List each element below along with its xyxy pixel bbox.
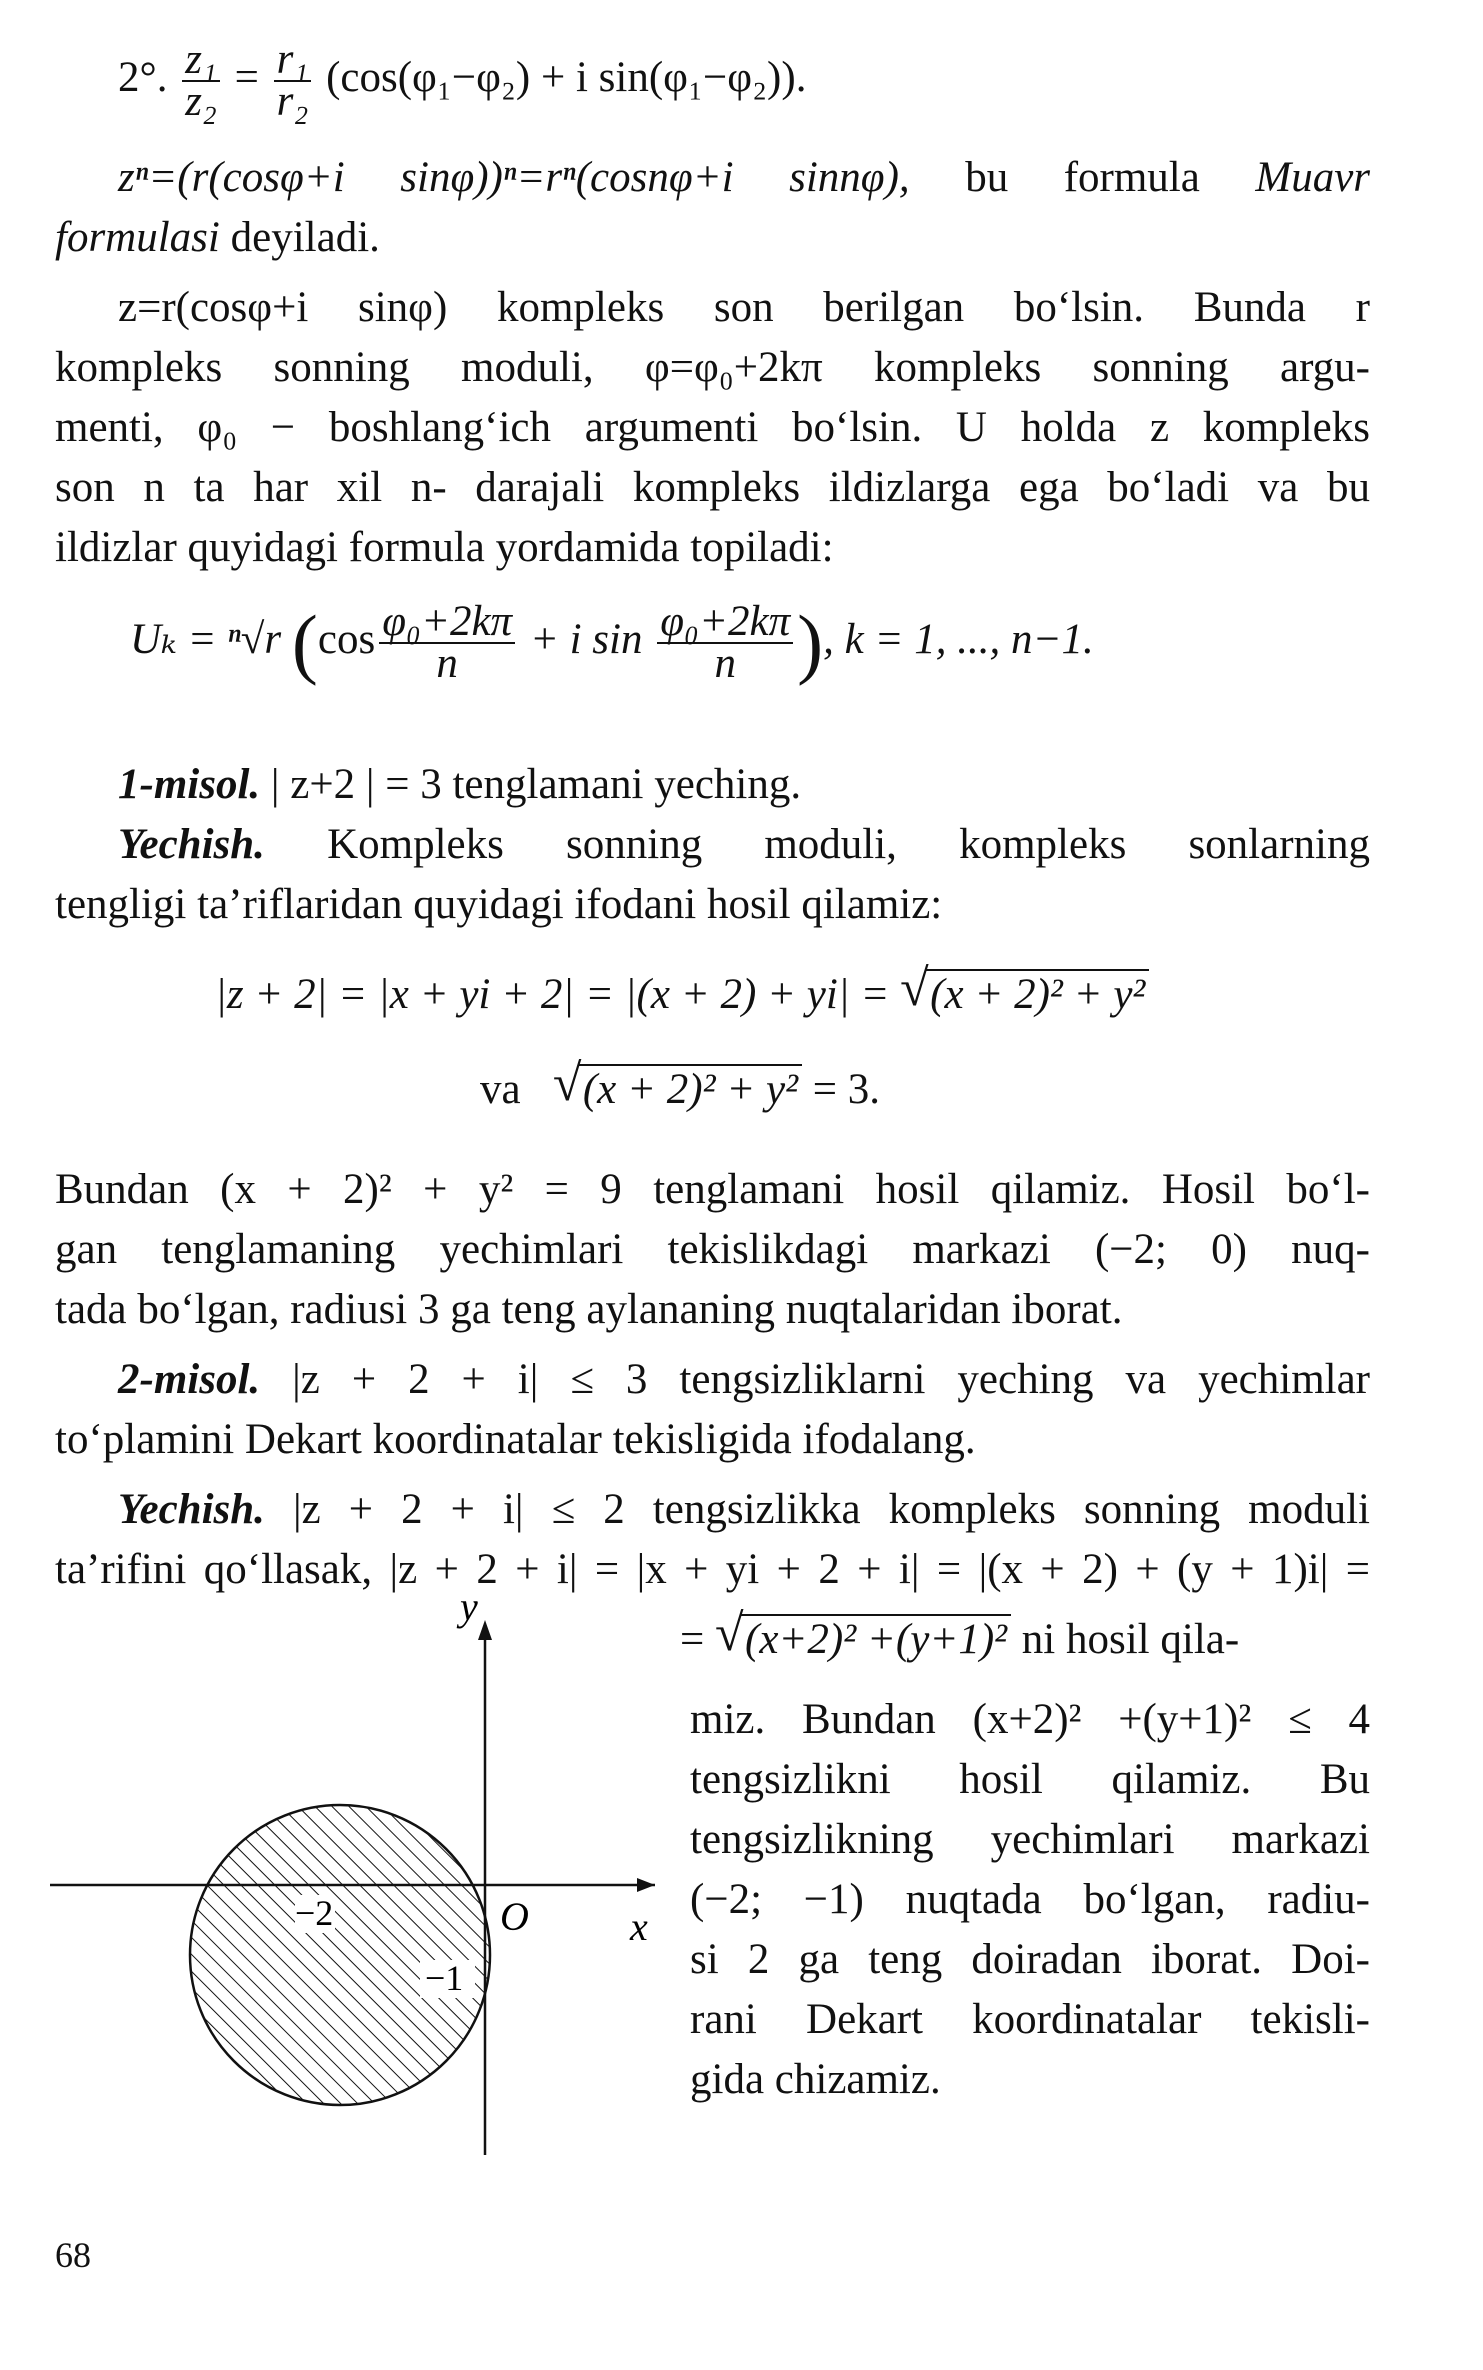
left-paren: ( (291, 599, 318, 687)
radicand: (x + 2)² + y² (579, 1064, 802, 1114)
yechish2-line9: rani Dekart koordinatalar tekisli- (690, 1996, 1370, 2043)
fraction-num: r₁ (274, 40, 312, 82)
yechish1-line1 (118, 815, 1370, 875)
text: ni hosil qila- (1011, 1616, 1240, 1663)
roots-tail: , k = 1, ..., n−1. (823, 616, 1094, 663)
fraction-num: φ₀+2kπ (379, 602, 515, 644)
fraction-den: z₂ (185, 78, 217, 125)
radicand: (x + 2)² + y² (926, 969, 1149, 1019)
para2-line3: tada bo‘lgan, radiusi 3 ga teng aylananing nuqtalaridan iborat. (55, 1286, 1123, 1333)
yechish-label: Yechish. (118, 1486, 265, 1533)
page-number: 68 (55, 2235, 91, 2275)
para1-line3: menti, φ₀ − boshlang‘ich argumenti bo‘lsin. U holda z kompleks (55, 404, 1370, 451)
para1-line4: son n ta har xil n- darajali kompleks ildizlarga ega bo‘ladi va bu (55, 464, 1370, 511)
sqrt (553, 1060, 802, 1120)
misol1 (118, 755, 801, 815)
text: Kompleks sonning moduli, kompleks sonlarning (264, 821, 1370, 868)
roots-lhs: Uₖ = ⁿ√r (130, 616, 282, 663)
cos-text: cos (317, 616, 376, 663)
fraction-den: r₂ (276, 78, 309, 125)
fraction-den: n (714, 640, 736, 688)
equation-2 (480, 1060, 880, 1120)
muavr-formula: zⁿ=(r(cosφ+i sinφ))ⁿ=rⁿ(cosnφ+i sinnφ), (118, 154, 910, 201)
yechish2-line6: tengsizlikning yechimlari markazi (690, 1816, 1370, 1863)
x-tick-label: −2 (295, 1893, 334, 1933)
fraction-r (274, 36, 312, 125)
muavr-name: formulasi (55, 214, 220, 261)
fraction-den: n (436, 640, 458, 688)
y-axis-label: y (460, 1600, 478, 1629)
roots-formula (130, 598, 1094, 688)
fraction-z (182, 36, 220, 125)
roots-fraction-2 (657, 598, 793, 688)
y-tick-label: −1 (425, 1958, 464, 1998)
text: |z + 2 + i| ≤ 2 tengsizlikka kompleks sonning moduli (264, 1486, 1370, 1533)
right-paren: ) (797, 599, 824, 687)
x-axis-arrow-icon (637, 1878, 655, 1892)
formula-label: 2°. (118, 53, 168, 101)
formula-2deg: 2°. $\frac{\text{z₁}}{\text{z₂}}$ = $\frac{\text{r₁}}{\text{r₂}}$ (cos(φ₁−φ₂) + i sin(φ₁−φ₂)). (118, 36, 807, 125)
muavr-name: Muavr (1255, 154, 1371, 201)
equation-lhs: |z + 2| = |x + yi + 2| = |(x + 2) + yi| = (215, 971, 901, 1018)
sqrt (715, 1610, 1011, 1670)
text: bu formula (909, 154, 1256, 201)
shaded-disk (190, 1805, 490, 2105)
y-axis-arrow-icon (478, 1620, 492, 1640)
misol-label: 1-misol. (118, 761, 261, 808)
yechish1-line2: tengligi ta’riflaridan quyidagi ifodani hosil qilamiz: (55, 881, 943, 928)
yechish2-line8: si 2 ga teng doiradan iborat. Doi- (690, 1936, 1370, 1983)
misol-label: 2-misol. (118, 1356, 261, 1403)
text: |z + 2 + i| ≤ 3 tengsizliklarni yeching va yechimlar (260, 1356, 1370, 1403)
roots-fraction-1 (379, 598, 515, 688)
yechish2-line10: gida chizamiz. (690, 2056, 941, 2103)
para1-line2: kompleks sonning moduli, φ=φ₀+2kπ kompleks sonning argu- (55, 344, 1370, 391)
yechish2-line2: ta’rifini qo‘llasak, |z + 2 + i| = |x + yi + 2 + i| = |(x + 2) + (y + 1)i| = (55, 1546, 1370, 1593)
muavr-line2 (55, 208, 380, 268)
sqrt (900, 965, 1149, 1025)
yechish2-line4: miz. Bundan (x+2)² +(y+1)² ≤ 4 (690, 1696, 1370, 1743)
fraction-num: z₁ (182, 40, 220, 82)
yechish2-line7: (−2; −1) nuqtada bo‘lgan, radiu- (690, 1876, 1370, 1923)
origin-label: O (500, 1894, 529, 1939)
yechish-label: Yechish. (118, 821, 265, 868)
equation-tail: = 3. (801, 1066, 880, 1113)
para2-line2: gan tenglamaning yechimlari tekislikdagi markazi (−2; 0) nuq- (55, 1226, 1370, 1273)
para1-line1: z=r(cosφ+i sinφ) kompleks son berilgan bo‘lsin. Bunda r (118, 284, 1370, 331)
x-axis-label: x (630, 1904, 648, 1949)
yechish2-line5: tengsizlikni hosil qilamiz. Bu (690, 1756, 1370, 1803)
yechish2-line3 (680, 1610, 1239, 1670)
fraction-num: φ₀+2kπ (657, 602, 793, 644)
text: = (680, 1616, 716, 1663)
para2-line1: Bundan (x + 2)² + y² = 9 tenglamani hosil qilamiz. Hosil bo‘l- (55, 1166, 1370, 1213)
misol2-line1 (118, 1350, 1370, 1410)
yechish2-line1 (118, 1480, 1370, 1540)
para1-line5: ildizlar quyidagi formula yordamida topiladi: (55, 524, 834, 571)
plus-i-sin: + i sin (519, 616, 654, 663)
disk-figure (40, 1600, 660, 2160)
muavr-line1 (118, 148, 1370, 208)
text: deyiladi. (219, 214, 380, 261)
misol2-line2: to‘plamini Dekart koordinatalar tekisligida ifodalang. (55, 1416, 976, 1463)
formula-rest: (cos(φ₁−φ₂) + i sin(φ₁−φ₂)). (326, 53, 807, 101)
misol-text: | z+2 | = 3 tenglamani yeching. (260, 761, 802, 808)
va-word: va (480, 1066, 521, 1113)
equation-1 (215, 965, 1149, 1025)
radicand: (x+2)² +(y+1)² (741, 1614, 1011, 1664)
